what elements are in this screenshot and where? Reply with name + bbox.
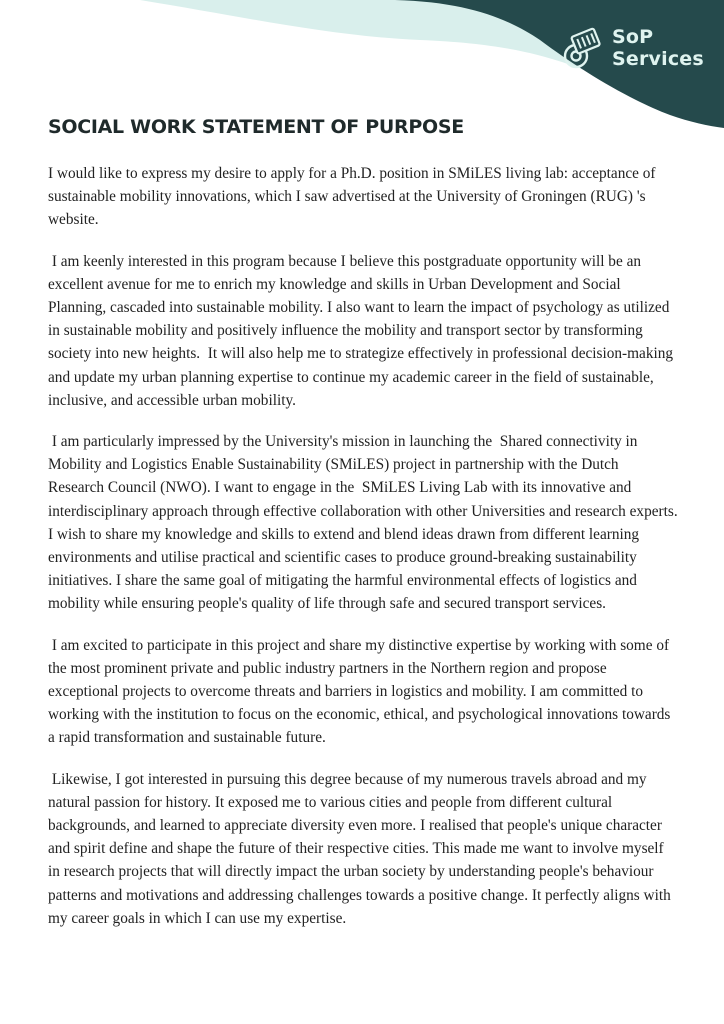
paragraph-2: I am keenly interested in this program because I believe this postgraduate opportunity will be an excellent avenue for me to enrich my knowledge and skills in Urban Development and Social Planning, cascaded into sustainable mobility. I also want to learn the impact of psychology as utilized in sustainable mobility and positively influence the mobility and transport sector by transforming society into new heights. It will also help me to strategize effectively in professional decision-making and update my urban planning expertise to continue my academic career in the field of sustainable, inclusive, and accessible urban mobility. [48, 252, 677, 409]
brand-logo [560, 26, 704, 70]
brand-line-1: SoP [612, 26, 654, 48]
paragraph-5: Likewise, I got interested in pursuing this degree because of my numerous travels abroad and my natural passion for history. It exposed me to various cities and people from different cultural backgrounds, and learned to appreciate diversity even more. I realised that people's unique character and spirit define and shape the future of their respective cities. This made me want to involve myself in research projects that will directly impact the urban society by understanding people's behaviour patterns and motivations and addressing challenges towards a positive change. It perfectly aligns with my career goals in which I can use my expertise. [48, 770, 675, 927]
paragraph-4: I am excited to participate in this project and share my distinctive expertise by working with some of the most prominent private and public industry partners in the Northern region and propose exceptional projects to overcome threats and barriers in logistics and mobility. I am committed to working with the institution to focus on the economic, ethical, and psychological innovations towards a rapid transformation and sustainable future. [48, 636, 675, 747]
document-body [48, 162, 682, 948]
brand-name [612, 26, 704, 70]
ticket-stack-icon [560, 26, 604, 70]
page-title: SOCIAL WORK STATEMENT OF PURPOSE [48, 116, 464, 138]
paragraph-3: I am particularly impressed by the University's mission in launching the Shared connectivity in Mobility and Logistics Enable Sustainability (SMiLES) project in partnership with the Dutch Research Council (NWO). I want to engage in the SMiLES Living Lab with its innovative and interdisciplinary approach through effective collaboration with other Universities and research experts. I wish to share my knowledge and skills to extend and blend ideas drawn from different learning environments and utilise practical and scientific cases to produce ground-breaking sustainability initiatives. I share the same goal of mitigating the harmful environmental effects of logistics and mobility while ensuring people's quality of life through safe and secured transport services. [48, 433, 682, 613]
paragraph-1: I would like to express my desire to apply for a Ph.D. position in SMiLES living lab: acceptance of sustainable mobility innovations, which I saw advertised at the University of Groningen (RUG) 's website. [48, 165, 660, 229]
brand-line-2: Services [612, 48, 704, 70]
